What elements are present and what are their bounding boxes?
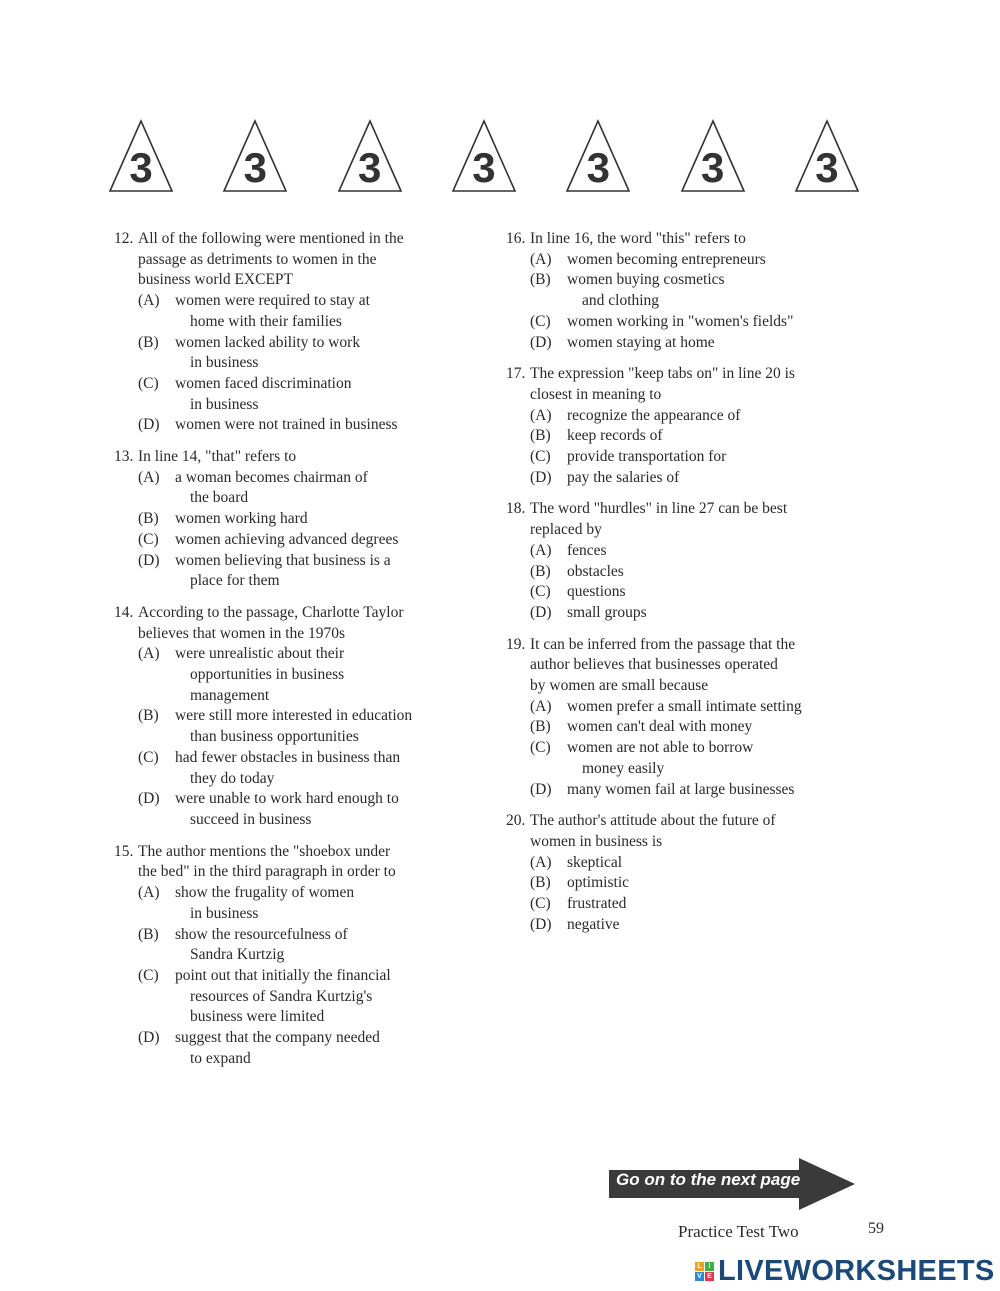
logo-text: LIVEWORKSHEETS: [718, 1255, 995, 1287]
question-text: In line 16, the word "this" refers to: [530, 230, 746, 247]
question-stem: [114, 447, 474, 468]
option-text: recognize the appearance of: [567, 406, 741, 424]
question-number: 16.: [506, 230, 526, 247]
option-text: frustrated: [567, 895, 627, 913]
logo-mark-icon: [695, 1262, 714, 1281]
question-text: The author mentions the "shoebox under the bed" in the third paragraph in order to: [138, 842, 396, 881]
section-markers: [108, 118, 860, 194]
option-letter: (A): [530, 697, 552, 715]
option-letter: (C): [138, 374, 159, 392]
option-text: women were required to stay at home with their families: [175, 292, 370, 330]
section-number: 3: [357, 144, 382, 191]
option-letter: (D): [530, 780, 552, 798]
option-text: obstacles: [567, 562, 624, 580]
answer-option[interactable]: [138, 706, 474, 747]
option-letter: (B): [530, 874, 551, 892]
section-number: 3: [815, 144, 839, 191]
answer-option[interactable]: [138, 789, 474, 830]
section-marker-triangle: [108, 118, 174, 194]
option-text: provide transportation for: [567, 448, 727, 466]
option-text: women faced discrimination in business: [175, 374, 352, 413]
option-text: negative: [567, 915, 620, 933]
answer-option[interactable]: [138, 374, 474, 415]
option-text: suggest that the company needed to expand: [175, 1029, 380, 1067]
question-stem: [506, 364, 866, 405]
option-text: optimistic: [567, 874, 629, 892]
answer-option[interactable]: [138, 925, 474, 966]
option-letter: (D): [530, 333, 552, 351]
logo-letter-square: V: [695, 1272, 704, 1281]
option-text: were unrealistic about their opportunities in business management: [175, 645, 345, 704]
question-stem: [114, 229, 474, 291]
option-letter: (A): [530, 250, 552, 268]
answer-option[interactable]: [138, 333, 474, 374]
answer-option[interactable]: [138, 644, 474, 706]
answer-option[interactable]: [530, 697, 866, 718]
option-letter: (A): [530, 853, 552, 871]
page-number: 59: [868, 1220, 884, 1237]
question-number: 13.: [114, 448, 134, 466]
answer-option[interactable]: [530, 406, 866, 427]
option-text: women staying at home: [567, 333, 715, 351]
answer-option[interactable]: [530, 915, 866, 936]
section-marker-triangle: [680, 118, 746, 194]
option-letter: (D): [138, 551, 160, 569]
answer-option[interactable]: [530, 853, 866, 874]
option-letter: (B): [138, 333, 159, 351]
option-letter: (C): [530, 448, 551, 466]
option-letter: (C): [530, 312, 551, 330]
question-stem: [114, 603, 474, 644]
option-text: women believing that business is a place for them: [175, 551, 391, 590]
question-16: [506, 229, 866, 353]
option-text: pay the salaries of: [567, 468, 680, 486]
option-text: skeptical: [567, 853, 623, 871]
option-letter: (C): [530, 583, 551, 601]
option-letter: (B): [530, 718, 551, 736]
question-text: The expression "keep tabs on" in line 20 is closest in meaning to: [530, 365, 795, 403]
section-marker-triangle: [565, 118, 631, 194]
logo-letter-square: L: [695, 1262, 704, 1271]
answer-option[interactable]: [138, 883, 474, 924]
option-letter: (A): [530, 406, 552, 424]
option-letter: (B): [530, 271, 551, 289]
logo-letter-square: I: [705, 1262, 714, 1271]
question-18: [506, 499, 866, 623]
answer-option[interactable]: [530, 270, 866, 311]
question-stem: [506, 499, 866, 540]
option-letter: (C): [138, 966, 159, 984]
question-number: 12.: [114, 230, 134, 247]
answer-option[interactable]: [138, 291, 474, 332]
question-19: [506, 635, 866, 801]
question-number: 17.: [506, 365, 526, 383]
question-15: [114, 842, 474, 1070]
option-text: women working hard: [175, 510, 308, 528]
option-letter: (D): [530, 915, 552, 933]
logo-letter-square: E: [705, 1272, 714, 1281]
answer-option[interactable]: [138, 415, 474, 436]
answer-option[interactable]: [530, 582, 866, 603]
option-letter: (B): [138, 707, 159, 725]
answer-option[interactable]: [530, 603, 866, 624]
answer-option[interactable]: [530, 426, 866, 447]
question-text: The word "hurdles" in line 27 can be best replaced by: [530, 500, 788, 539]
answer-option[interactable]: [530, 333, 866, 354]
option-text: women buying cosmetics and clothing: [567, 271, 725, 310]
option-text: show the resourcefulness of Sandra Kurtzig: [175, 925, 348, 964]
answer-option[interactable]: [530, 894, 866, 915]
option-text: a woman becomes chairman of the board: [175, 468, 368, 507]
question-14: [114, 603, 474, 831]
option-letter: (D): [530, 468, 552, 486]
option-text: women are not able to borrow money easily: [567, 739, 754, 777]
section-marker-triangle: [451, 118, 517, 194]
option-text: women can't deal with money: [567, 718, 753, 736]
option-letter: (B): [530, 562, 551, 580]
option-letter: (A): [138, 645, 160, 663]
questions-right-column: [506, 229, 866, 947]
question-17: [506, 364, 866, 488]
option-text: keep records of: [567, 427, 663, 445]
option-text: women working in "women's fields": [567, 312, 794, 330]
answer-option[interactable]: [138, 966, 474, 1028]
section-number: 3: [129, 144, 153, 191]
section-number: 3: [243, 144, 267, 191]
option-text: were still more interested in education than business opportunities: [175, 707, 413, 746]
answer-option[interactable]: [138, 748, 474, 789]
option-letter: (C): [530, 739, 551, 757]
footer-title: Practice Test Two: [678, 1222, 799, 1241]
section-number: 3: [472, 144, 496, 191]
option-letter: (B): [530, 427, 551, 445]
question-text: In line 14, "that" refers to: [138, 448, 297, 466]
liveworksheets-logo: [695, 1255, 995, 1288]
answer-option[interactable]: [530, 780, 866, 801]
option-letter: (B): [138, 925, 159, 943]
option-letter: (C): [530, 895, 551, 913]
section-number: 3: [700, 144, 725, 191]
question-13: [114, 447, 474, 592]
option-text: questions: [567, 583, 626, 601]
questions-left-column: [114, 229, 474, 1080]
option-text: many women fail at large businesses: [567, 780, 795, 798]
answer-option[interactable]: [530, 250, 866, 271]
question-stem: [114, 842, 474, 883]
answer-option[interactable]: [138, 509, 474, 530]
question-number: 19.: [506, 635, 526, 653]
answer-option[interactable]: [530, 738, 866, 779]
question-stem: [506, 229, 866, 250]
option-letter: (C): [138, 530, 159, 548]
option-letter: (D): [138, 1029, 160, 1047]
option-text: had fewer obstacles in business than they do today: [175, 748, 401, 787]
answer-option[interactable]: [138, 468, 474, 509]
question-text: It can be inferred from the passage that the author believes that businesses operated by women are small because: [530, 635, 796, 695]
question-stem: [506, 635, 866, 697]
question-text: The author's attitude about the future of women in business is: [530, 812, 776, 850]
option-text: show the frugality of women in business: [175, 884, 355, 922]
option-text: were unable to work hard enough to succeed in business: [175, 790, 399, 828]
option-letter: (D): [530, 603, 552, 621]
answer-option[interactable]: [530, 541, 866, 562]
option-text: small groups: [567, 603, 647, 621]
answer-option[interactable]: [530, 312, 866, 333]
answer-option[interactable]: [138, 551, 474, 592]
question-number: 18.: [506, 500, 526, 518]
question-stem: [506, 811, 866, 852]
question-number: 14.: [114, 603, 134, 621]
section-marker-triangle: [337, 118, 403, 194]
option-letter: (A): [138, 884, 160, 902]
option-letter: (A): [530, 541, 552, 559]
next-page-label: Go on to the next page: [616, 1170, 801, 1189]
answer-option[interactable]: [530, 717, 866, 738]
question-text: According to the passage, Charlotte Taylor believes that women in the 1970s: [138, 603, 404, 642]
answer-option[interactable]: [530, 447, 866, 468]
option-text: fences: [567, 541, 607, 559]
option-letter: (B): [138, 510, 159, 528]
question-12: [114, 229, 474, 436]
option-text: women were not trained in business: [175, 416, 398, 434]
question-20: [506, 811, 866, 935]
section-marker-triangle: [222, 118, 288, 194]
section-marker-triangle: [794, 118, 860, 194]
option-text: women prefer a small intimate setting: [567, 697, 802, 715]
question-number: 15.: [114, 842, 134, 860]
answer-option[interactable]: [530, 468, 866, 489]
option-letter: (A): [138, 468, 160, 486]
answer-option[interactable]: [530, 873, 866, 894]
question-text: All of the following were mentioned in the passage as detriments to women in the business world EXCEPT: [138, 230, 404, 289]
option-text: women lacked ability to work in business: [175, 333, 361, 372]
option-letter: (D): [138, 790, 160, 808]
answer-option[interactable]: [138, 530, 474, 551]
option-text: women becoming entrepreneurs: [567, 250, 766, 268]
option-text: point out that initially the financial resources of Sandra Kurtzig's business were limited: [175, 966, 391, 1026]
option-letter: (A): [138, 292, 160, 310]
option-letter: (C): [138, 748, 159, 766]
question-number: 20.: [506, 812, 526, 830]
answer-option[interactable]: [138, 1028, 474, 1069]
answer-option[interactable]: [530, 562, 866, 583]
option-text: women achieving advanced degrees: [175, 530, 399, 548]
next-page-arrow: [607, 1158, 857, 1215]
option-letter: (D): [138, 416, 160, 434]
section-number: 3: [586, 144, 610, 191]
